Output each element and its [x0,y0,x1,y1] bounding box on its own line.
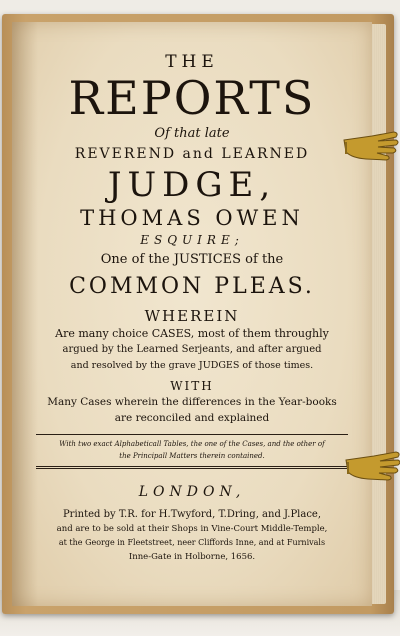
title-thomas-owen: THOMAS OWEN [80,206,304,230]
rule-bottom [36,466,348,469]
body-line-4: Many Cases wherein the differences in the Year-books [47,396,337,408]
imprint-line-3: at the George in Fleetstreet, neer Cliffords Inne, and at Furnivals [58,538,326,547]
hand-clasp-icon [344,446,400,486]
title-with: WITH [170,379,214,393]
rule-top [36,434,348,435]
title-one-of-the-justices: One of the JUSTICES of the [100,252,284,267]
title-reverend-learned: REVEREND and LEARNED [74,146,310,162]
imprint-line-4: Inne-Gate in Holborne, 1656. [128,552,256,562]
title-of-that-late: Of that late [154,126,230,141]
title-reports: REPORTS [68,71,316,125]
brass-clasp-top [342,126,400,166]
title-esquire: ESQUIRE; [140,233,244,247]
tables-note-2: the Principall Matters therein contained. [119,452,265,460]
title-common-pleas: COMMON PLEAS. [69,274,315,299]
body-line-1: Are many choice CASES, most of them throughly [55,327,329,340]
title-page [12,22,372,606]
title-judge: JUDGE, [107,165,277,205]
brass-clasp-bottom [344,446,400,486]
body-line-3: and resolved by the grave JUDGES of those times. [70,360,314,371]
title-wherein: WHEREIN [144,307,240,325]
body-line-5: are reconciled and explained [114,412,270,424]
imprint-line-2: and are to be sold at their Shops in Vine-Court Middle-Temple, [56,524,328,534]
imprint-place: LONDON, [138,484,246,500]
hand-clasp-icon [342,126,400,166]
body-line-2: argued by the Learned Serjeants, and after argued [62,344,322,355]
imprint-line-1: Printed by T.R. for H.Twyford, T.Dring, and J.Place, [62,509,322,520]
title-the: THE [165,52,219,72]
tables-note-1: With two exact Alphabeticall Tables, the one of the Cases, and the other of [59,440,325,448]
